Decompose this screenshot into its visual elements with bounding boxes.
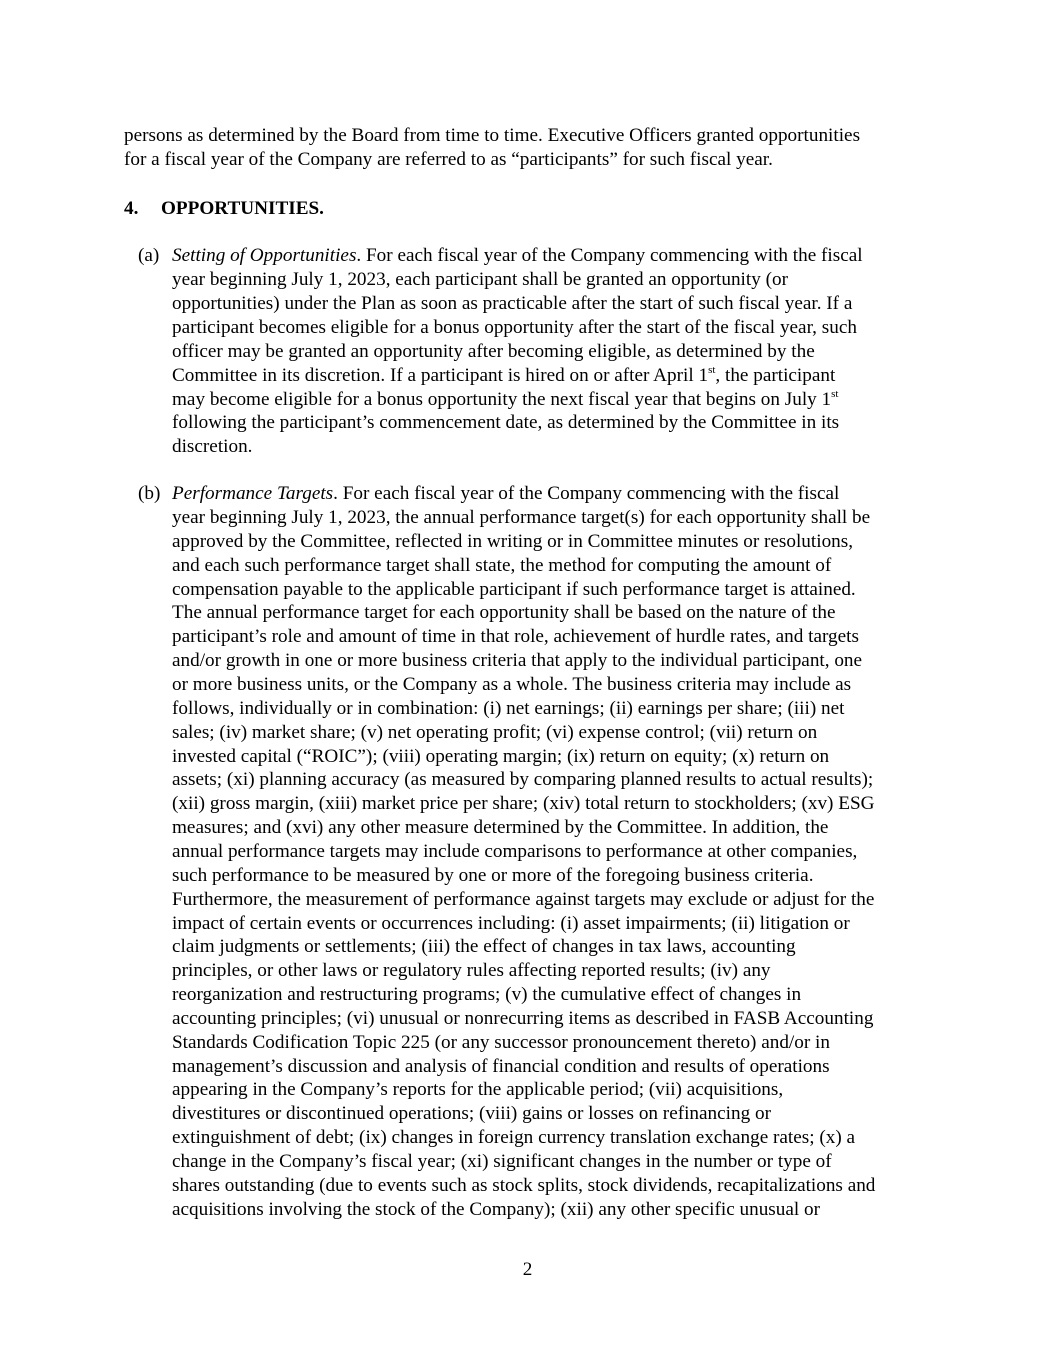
- item-a-line-3: opportunities) under the Plan as soon as practicable after the start of such fiscal year. If a: [172, 293, 853, 314]
- item-b-line-27: divestitures or discontinued operations; (viii) gains or losses on refinancing or: [172, 1103, 771, 1125]
- item-b-line-15: measures; and (xvi) any other measure determined by the Committee. In addition, the: [172, 817, 829, 838]
- item-a-line-7: [172, 388, 838, 412]
- intro-line-1: persons as determined by the Board from time to time. Executive Officers granted opportunities: [124, 125, 861, 146]
- item-b-line-9: or more business units, or the Company as a whole. The business criteria may include as: [172, 674, 852, 695]
- item-b-line-31: acquisitions involving the stock of the Company); (xii) any other specific unusual or: [172, 1198, 820, 1220]
- item-b-line-13: assets; (xi) planning accuracy (as measured by comparing planned results to actual results);: [172, 769, 874, 791]
- item-b-heading: Performance Targets: [172, 483, 334, 504]
- section-heading: [124, 197, 324, 221]
- item-b-line-20: claim judgments or settlements; (iii) the effect of changes in tax laws, accounting: [172, 936, 796, 958]
- item-b-line-6: The annual performance target for each opportunity shall be based on the nature of the: [172, 602, 836, 624]
- item-b-line-23: accounting principles; (vi) unusual or nonrecurring items as described in FASB Accounting: [172, 1007, 874, 1029]
- item-b-line-18: Furthermore, the measurement of performance against targets may exclude or adjust for the: [172, 888, 875, 910]
- item-b-line-28: extinguishment of debt; (ix) changes in foreign currency translation exchange rates; (x) a: [172, 1127, 856, 1149]
- item-b-line-3: approved by the Committee, reflected in writing or in Committee minutes or resolutions,: [172, 530, 854, 552]
- item-a-line-8: following the participant’s commencement date, as determined by the Committee in its: [172, 412, 840, 433]
- item-a-line-2: year beginning July 1, 2023, each participant shall be granted an opportunity (or: [172, 269, 788, 290]
- item-a-line-5: officer may be granted an opportunity after becoming eligible, as determined by the: [172, 341, 815, 362]
- item-b-line-16: annual performance targets may include comparisons to performance at other companies,: [172, 840, 858, 862]
- item-a-label: (a): [138, 245, 160, 266]
- item-b-line-12: invested capital (“ROIC”); (viii) operating margin; (ix) return on equity; (x) return on: [172, 745, 830, 767]
- item-a-line-6-sup: st: [708, 363, 716, 376]
- section-number: 4.: [124, 198, 139, 219]
- item-b-line-5: compensation payable to the applicable participant if such performance target is attained.: [172, 578, 856, 600]
- item-a-line-6: [172, 364, 835, 388]
- item-b-line-14: (xii) gross margin, (xiii) market price per share; (xiv) total return to stockholders; (xv) ESG: [172, 793, 875, 815]
- intro-line-2: for a fiscal year of the Company are referred to as “participants” for such fiscal year.: [124, 149, 773, 170]
- item-b-line-19: impact of certain events or occurrences including: (i) asset impairments; (ii) litigation or: [172, 912, 850, 934]
- item-a-line-4: participant becomes eligible for a bonus opportunity after the start of the fiscal year, such: [172, 317, 857, 338]
- item-b-line-8: and/or growth in one or more business criteria that apply to the individual participant, one: [172, 650, 863, 672]
- item-b-line-11: sales; (iv) market share; (v) net operating profit; (vi) expense control; (vii) return on: [172, 721, 818, 743]
- item-b-line-30: shares outstanding (due to events such as stock splits, stock dividends, recapitalizations and: [172, 1174, 876, 1196]
- section-title: OPPORTUNITIES.: [161, 198, 324, 219]
- item-b-line-2: year beginning July 1, 2023, the annual performance target(s) for each opportunity shall be: [172, 507, 871, 528]
- item-b-line-26: appearing in the Company’s reports for the applicable period; (vii) acquisitions,: [172, 1079, 784, 1101]
- item-a-line-6-post: , the participant: [715, 365, 836, 386]
- item-b-line-10: follows, individually or in combination: (i) net earnings; (ii) earnings per share; (iii) net: [172, 697, 845, 719]
- item-a-line-9: discretion.: [172, 436, 253, 457]
- item-b-line-1-rest: . For each fiscal year of the Company commencing with the fiscal: [333, 483, 840, 504]
- item-b-label: (b): [138, 483, 161, 504]
- item-a-line-1: [172, 244, 863, 268]
- page-number: 2: [522, 1259, 533, 1280]
- item-b-line-22: reorganization and restructuring programs; (v) the cumulative effect of changes in: [172, 984, 802, 1005]
- item-b-line-24: Standards Codification Topic 225 (or any successor pronouncement thereto) and/or in: [172, 1031, 830, 1053]
- item-a-line-6-pre: Committee in its discretion. If a participant is hired on or after April 1: [172, 365, 709, 386]
- item-a-heading: Setting of Opportunities: [172, 245, 357, 266]
- item-b-line-7: participant’s role and amount of time in that role, achievement of hurdle rates, and targets: [172, 626, 859, 648]
- item-b-line-29: change in the Company’s fiscal year; (xi) significant changes in the number or type of: [172, 1151, 832, 1172]
- item-b-line-1: [172, 482, 839, 506]
- item-b-line-21: principles, or other laws or regulatory rules affecting reported results; (iv) any: [172, 960, 771, 982]
- item-b-line-17: such performance to be measured by one or more of the foregoing business criteria.: [172, 864, 814, 886]
- item-a-line-1-rest: . For each fiscal year of the Company commencing with the fiscal: [356, 245, 863, 266]
- item-a-line-7-sup: st: [831, 387, 839, 400]
- item-b-line-4: and each such performance target shall state, the method for computing the amount of: [172, 554, 832, 576]
- item-a-line-7-pre: may become eligible for a bonus opportunity the next fiscal year that begins on July 1: [172, 389, 832, 410]
- item-b-line-25: management’s discussion and analysis of financial condition and results of operations: [172, 1055, 830, 1077]
